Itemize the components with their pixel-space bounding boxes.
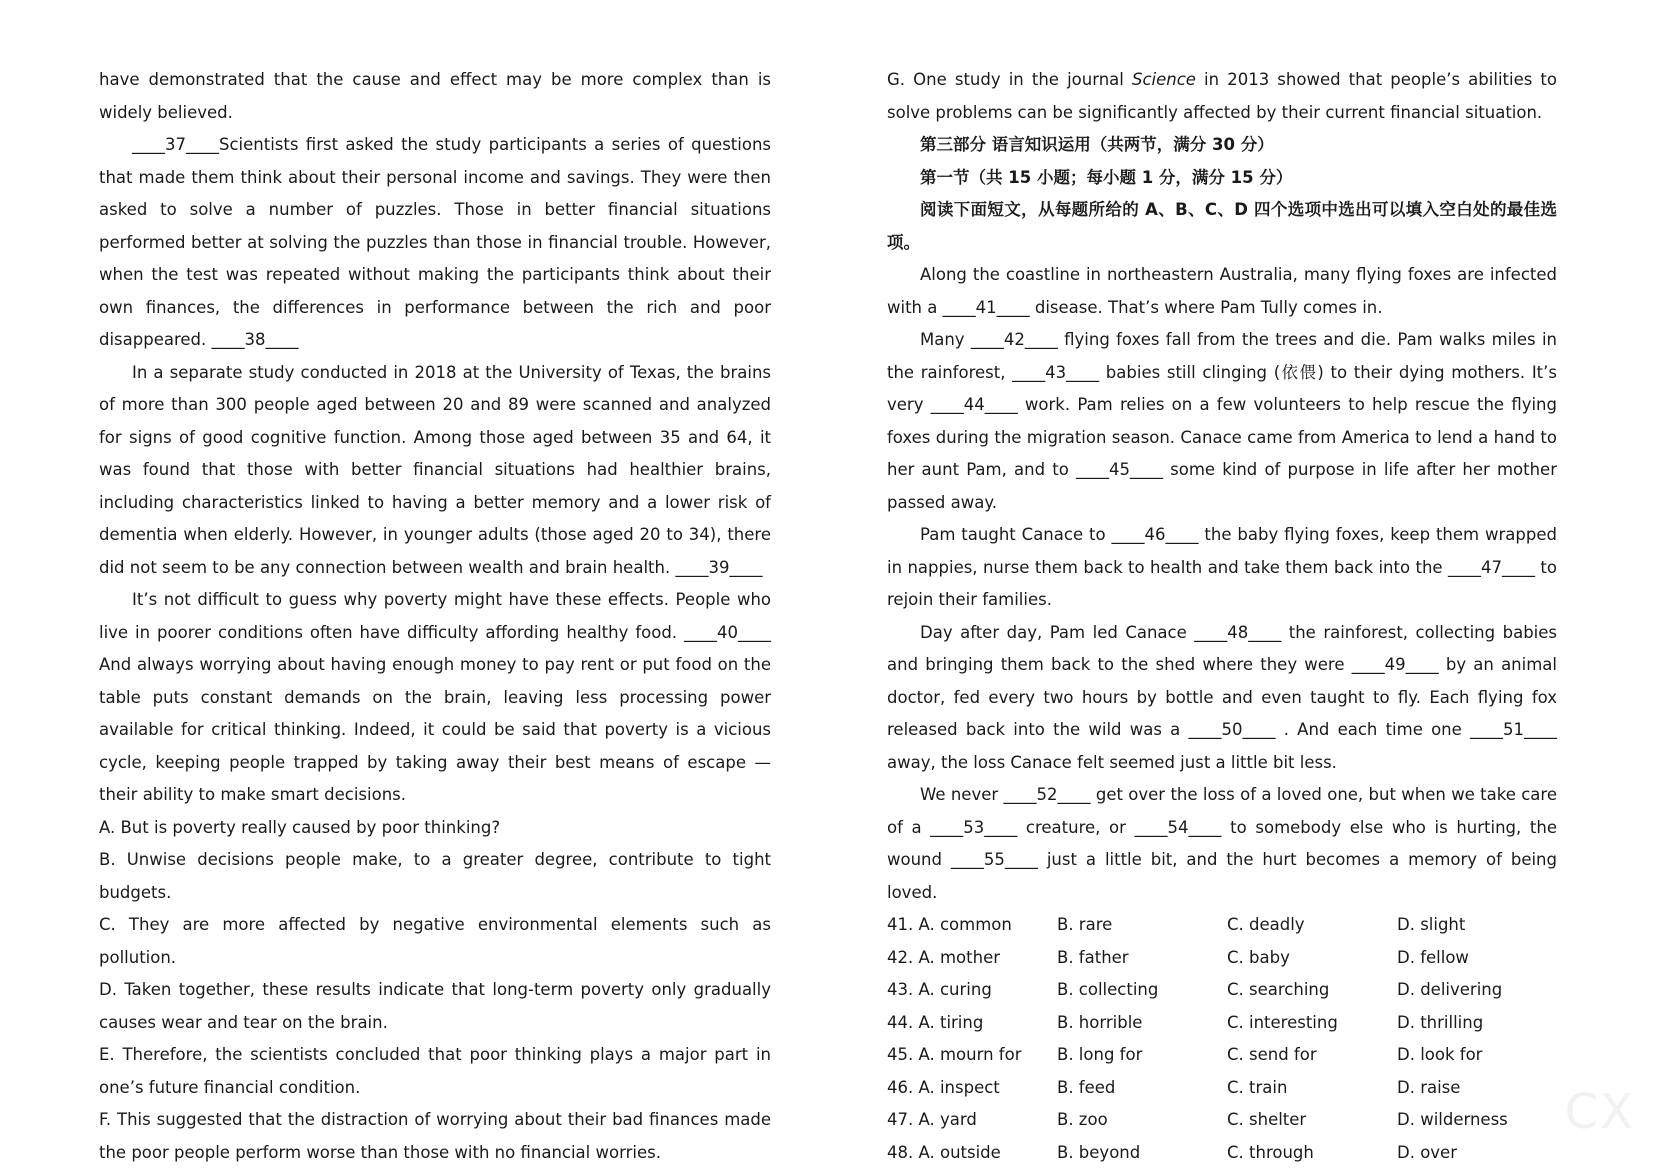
choice-option: D. slight: [1397, 909, 1557, 942]
choice-option: B. father: [1057, 942, 1227, 975]
choice-table: [887, 909, 1557, 1169]
choice-option: 44. A. tiring: [887, 1007, 1057, 1040]
passage-paragraph: ____37____Scientists first asked the study participants a series of questions that made them think about their personal income and savings. They were then asked to solve a number of puzzles. Those in better financial situations performed better at solving the puzzles than those in financial trouble. However, when the test was repeated without making the participants think about their own finances, the differences in performance between the rich and poor disappeared. ____38____: [99, 129, 771, 357]
instructions: 阅读下面短文，从每题所给的 A、B、C、D 四个选项中选出可以填入空白处的最佳选项。: [887, 194, 1557, 259]
choice-option: D. over: [1397, 1137, 1557, 1169]
choice-option: D. look for: [1397, 1039, 1557, 1072]
choice-option: 43. A. curing: [887, 974, 1057, 1007]
choice-option: C. through: [1227, 1137, 1397, 1169]
cloze-paragraph: Day after day, Pam led Canace ____48____ the rainforest, collecting babies and bringing them back to the shed where they were ____49____ by an animal doctor, fed every two hours by bottle and even taught to fly. Each flying fox released back into the wild was a ____50____ . And each time one ____51____ away, the loss Canace felt seemed just a little bit less.: [887, 617, 1557, 780]
cloze-paragraph: Many ____42____ flying foxes fall from the trees and die. Pam walks miles in the rainforest, ____43____ babies still clinging (依偎) to their dying mothers. It’s very ____44____ work. Pam relies on a few volunteers to help rescue the flying foxes during the migration season. Canace came from America to lend a hand to her aunt Pam, and to ____45____ some kind of purpose in life after her mother passed away.: [887, 324, 1557, 519]
option-c: C. They are more affected by negative environmental elements such as pollution.: [99, 909, 771, 974]
left-column: [99, 64, 771, 1169]
choice-option: B. beyond: [1057, 1137, 1227, 1169]
section-heading: 第三部分 语言知识运用（共两节，满分 30 分）: [887, 129, 1557, 162]
choice-option: C. baby: [1227, 942, 1397, 975]
choice-option: C. send for: [1227, 1039, 1397, 1072]
cloze-paragraph: We never ____52____ get over the loss of a loved one, but when we take care of a ____53____ creature, or ____54____ to somebody else who is hurting, the wound ____55____ just a little bit, and the hurt becomes a memory of being loved.: [887, 779, 1557, 909]
option-e: E. Therefore, the scientists concluded that poor thinking plays a major part in one’s future financial condition.: [99, 1039, 771, 1104]
cloze-paragraph: Along the coastline in northeastern Australia, many flying foxes are infected with a ____41____ disease. That’s where Pam Tully comes in.: [887, 259, 1557, 324]
choice-option: B. horrible: [1057, 1007, 1227, 1040]
choice-option: B. collecting: [1057, 974, 1227, 1007]
cloze-paragraph: Pam taught Canace to ____46____ the baby flying foxes, keep them wrapped in nappies, nurse them back to health and take them back into the ____47____ to rejoin their families.: [887, 519, 1557, 617]
choice-option: B. long for: [1057, 1039, 1227, 1072]
passage-paragraph: In a separate study conducted in 2018 at the University of Texas, the brains of more than 300 people aged between 20 and 89 were scanned and analyzed for signs of good cognitive function. Among those aged between 35 and 64, it was found that those with better financial situations had healthier brains, including characteristics linked to having a better memory and a lower risk of dementia when elderly. However, in younger adults (those aged 20 to 34), there did not seem to be any connection between wealth and brain health. ____39____: [99, 357, 771, 585]
choice-option: C. deadly: [1227, 909, 1397, 942]
right-column: [887, 64, 1557, 1169]
passage-paragraph: It’s not difficult to guess why poverty might have these effects. People who live in poorer conditions often have difficulty affording healthy food. ____40____ And always worrying about having enough money to pay rent or put food on the table puts constant demands on the brain, leaving less processing power available for critical thinking. Indeed, it could be said that poverty is a vicious cycle, keeping people trapped by taking away their best means of escape — their ability to make smart decisions.: [99, 584, 771, 812]
choice-option: B. zoo: [1057, 1104, 1227, 1137]
option-g: [887, 64, 1557, 129]
subsection-heading: 第一节（共 15 小题；每小题 1 分，满分 15 分）: [887, 162, 1557, 195]
choice-option: D. wilderness: [1397, 1104, 1557, 1137]
choice-option: B. rare: [1057, 909, 1227, 942]
watermark: CX: [1565, 1084, 1635, 1140]
option-f: F. This suggested that the distraction of worrying about their bad finances made the poor people perform worse than those with no financial worries.: [99, 1104, 771, 1169]
choice-option: C. shelter: [1227, 1104, 1397, 1137]
choice-option: 48. A. outside: [887, 1137, 1057, 1169]
passage-paragraph: have demonstrated that the cause and effect may be more complex than is widely believed.: [99, 64, 771, 129]
choice-option: D. fellow: [1397, 942, 1557, 975]
choice-option: 45. A. mourn for: [887, 1039, 1057, 1072]
choice-option: 47. A. yard: [887, 1104, 1057, 1137]
journal-name: Science: [1132, 70, 1196, 89]
choice-option: D. thrilling: [1397, 1007, 1557, 1040]
choice-option: C. train: [1227, 1072, 1397, 1105]
option-d: D. Taken together, these results indicate that long-term poverty only gradually causes wear and tear on the brain.: [99, 974, 771, 1039]
choice-option: C. interesting: [1227, 1007, 1397, 1040]
choice-option: D. raise: [1397, 1072, 1557, 1105]
option-b: B. Unwise decisions people make, to a greater degree, contribute to tight budgets.: [99, 844, 771, 909]
choice-option: 42. A. mother: [887, 942, 1057, 975]
choice-option: 46. A. inspect: [887, 1072, 1057, 1105]
choice-option: B. feed: [1057, 1072, 1227, 1105]
choice-option: 41. A. common: [887, 909, 1057, 942]
option-g-text-rest: in 2013 showed that people’s abilities to solve problems can be significantly affected by their current financial situation.: [887, 70, 1557, 122]
option-g-text: G. One study in the journal: [887, 70, 1132, 89]
option-a: A. But is poverty really caused by poor thinking?: [99, 812, 771, 845]
choice-option: C. searching: [1227, 974, 1397, 1007]
choice-option: D. delivering: [1397, 974, 1557, 1007]
